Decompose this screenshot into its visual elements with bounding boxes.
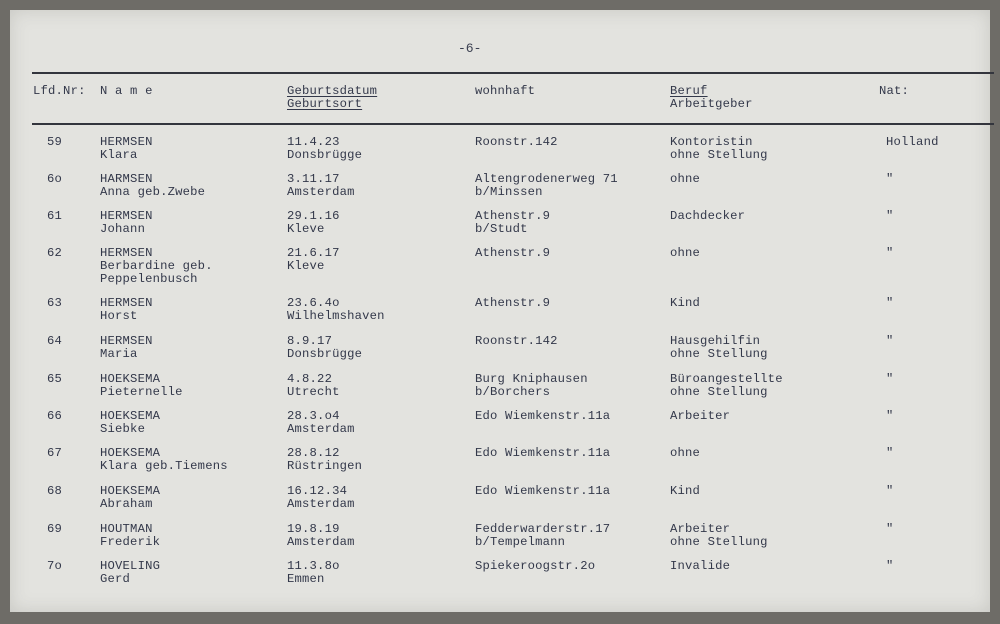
header-birth <box>287 85 377 111</box>
row-birth <box>287 560 340 586</box>
row-address <box>475 523 610 549</box>
nationality: " <box>886 334 894 348</box>
header-arbeitgeber: Arbeitgeber <box>670 97 753 111</box>
row-address <box>475 485 610 498</box>
given-name: Anna geb.Zwebe <box>100 185 206 199</box>
row-address <box>475 560 595 573</box>
birth-place: Kleve <box>287 222 325 236</box>
row-birth <box>287 136 362 162</box>
row-birth <box>287 297 385 323</box>
birth-place: Utrecht <box>287 385 340 399</box>
row-address <box>475 297 550 310</box>
row-number-value: 6o <box>47 172 63 186</box>
row-number-value: 67 <box>47 446 63 460</box>
occupation: Hausgehilfin <box>670 334 761 348</box>
address-line: Edo Wiemkenstr.11a <box>475 446 611 460</box>
address-line: Athenstr.9 <box>475 296 551 310</box>
address-line: Edo Wiemkenstr.11a <box>475 484 611 498</box>
given-name: Klara <box>100 148 138 162</box>
page-number: -6- <box>458 41 482 56</box>
row-number <box>47 485 62 498</box>
row-nationality <box>886 247 894 260</box>
occupation: Dachdecker <box>670 209 746 223</box>
header-top-rule <box>32 72 994 74</box>
row-number-value: 63 <box>47 296 63 310</box>
nationality: " <box>886 209 894 223</box>
occupation: ohne <box>670 246 701 260</box>
row-number-value: 65 <box>47 372 63 386</box>
header-beruf: Beruf <box>670 84 708 98</box>
row-occupation <box>670 560 730 573</box>
row-nationality <box>886 136 939 149</box>
surname: HARMSEN <box>100 172 153 186</box>
row-occupation <box>670 136 768 162</box>
row-occupation <box>670 410 730 423</box>
row-name <box>100 210 153 236</box>
surname: HERMSEN <box>100 334 153 348</box>
row-number <box>47 335 62 348</box>
row-name <box>100 373 183 399</box>
row-birth <box>287 373 340 399</box>
address-line: Athenstr.9 <box>475 209 551 223</box>
row-number <box>47 210 62 223</box>
surname: HOEKSEMA <box>100 409 161 423</box>
employer: ohne Stellung <box>670 385 768 399</box>
birth-place: Emmen <box>287 572 325 586</box>
row-address <box>475 410 610 423</box>
row-occupation <box>670 297 700 310</box>
header-geburtsdatum: Geburtsdatum <box>287 84 378 98</box>
row-number <box>47 447 62 460</box>
nationality: " <box>886 409 894 423</box>
birth-place: Rüstringen <box>287 459 363 473</box>
row-nationality <box>886 447 894 460</box>
occupation: Arbeiter <box>670 409 731 423</box>
surname: HERMSEN <box>100 296 153 310</box>
nationality: Holland <box>886 135 939 149</box>
address-line: Roonstr.142 <box>475 334 558 348</box>
birth-date: 29.1.16 <box>287 209 340 223</box>
row-birth <box>287 210 340 236</box>
birth-date: 19.8.19 <box>287 522 340 536</box>
header-wohnhaft: wohnhaft <box>475 84 536 98</box>
occupation: ohne <box>670 172 701 186</box>
row-number <box>47 247 62 260</box>
address-line: Fedderwarderstr.17 <box>475 522 611 536</box>
row-nationality <box>886 523 894 536</box>
given-name: Pieternelle <box>100 385 183 399</box>
birth-date: 4.8.22 <box>287 372 333 386</box>
nationality: " <box>886 559 894 573</box>
row-number <box>47 173 62 186</box>
birth-place: Donsbrügge <box>287 347 363 361</box>
row-name <box>100 485 160 511</box>
document-page <box>10 10 990 612</box>
surname: HOEKSEMA <box>100 372 161 386</box>
row-name <box>100 560 160 586</box>
row-occupation <box>670 373 783 399</box>
header-lfd-nr: Lfd.Nr: <box>33 84 86 98</box>
row-nationality <box>886 560 894 573</box>
birth-date: 11.3.8o <box>287 559 340 573</box>
surname: HOUTMAN <box>100 522 153 536</box>
birth-date: 3.11.17 <box>287 172 340 186</box>
row-occupation <box>670 247 700 260</box>
nationality: " <box>886 484 894 498</box>
address-care-of: b/Minssen <box>475 185 543 199</box>
row-name <box>100 335 153 361</box>
address-care-of: b/Studt <box>475 222 528 236</box>
given-name: Johann <box>100 222 146 236</box>
row-number-value: 66 <box>47 409 63 423</box>
birth-place: Donsbrügge <box>287 148 363 162</box>
row-nationality <box>886 297 894 310</box>
given-name: Horst <box>100 309 138 323</box>
surname: HERMSEN <box>100 135 153 149</box>
row-address <box>475 136 558 149</box>
occupation: Arbeiter <box>670 522 731 536</box>
row-nationality <box>886 173 894 186</box>
given-name: Siebke <box>100 422 146 436</box>
address-line: Spiekeroogstr.2o <box>475 559 596 573</box>
birth-place: Wilhelmshaven <box>287 309 385 323</box>
row-birth <box>287 335 362 361</box>
row-name <box>100 447 228 473</box>
row-number-value: 69 <box>47 522 63 536</box>
nationality: " <box>886 372 894 386</box>
birth-date: 23.6.4o <box>287 296 340 310</box>
address-line: Edo Wiemkenstr.11a <box>475 409 611 423</box>
row-address <box>475 373 588 399</box>
address-line: Altengrodenerweg 71 <box>475 172 618 186</box>
surname: HERMSEN <box>100 209 153 223</box>
row-address <box>475 173 618 199</box>
row-number-value: 61 <box>47 209 63 223</box>
row-address <box>475 210 550 236</box>
birth-place: Amsterdam <box>287 185 355 199</box>
nationality: " <box>886 446 894 460</box>
occupation: Kind <box>670 484 701 498</box>
row-number <box>47 560 62 573</box>
row-number-value: 7o <box>47 559 63 573</box>
given-name: Abraham <box>100 497 153 511</box>
nationality: " <box>886 172 894 186</box>
birth-place: Amsterdam <box>287 497 355 511</box>
employer: ohne Stellung <box>670 148 768 162</box>
employer: ohne Stellung <box>670 347 768 361</box>
row-nationality <box>886 410 894 423</box>
header-geburtsort: Geburtsort <box>287 97 363 111</box>
birth-date: 16.12.34 <box>287 484 348 498</box>
address-care-of: b/Borchers <box>475 385 551 399</box>
surname: HERMSEN <box>100 246 153 260</box>
birth-place: Amsterdam <box>287 535 355 549</box>
row-name <box>100 136 153 162</box>
address-line: Burg Kniphausen <box>475 372 588 386</box>
row-nationality <box>886 373 894 386</box>
occupation: Büroangestellte <box>670 372 783 386</box>
occupation: Invalide <box>670 559 731 573</box>
row-occupation <box>670 485 700 498</box>
given-name: Klara geb.Tiemens <box>100 459 228 473</box>
surname: HOEKSEMA <box>100 446 161 460</box>
given-name: Gerd <box>100 572 131 586</box>
occupation: ohne <box>670 446 701 460</box>
row-number <box>47 136 62 149</box>
row-occupation <box>670 447 700 460</box>
row-address <box>475 335 558 348</box>
row-occupation <box>670 523 768 549</box>
birth-date: 28.8.12 <box>287 446 340 460</box>
row-nationality <box>886 485 894 498</box>
birth-place: Kleve <box>287 259 325 273</box>
row-occupation <box>670 335 768 361</box>
row-number-value: 68 <box>47 484 63 498</box>
address-line: Roonstr.142 <box>475 135 558 149</box>
header-nat: Nat: <box>879 84 910 98</box>
row-name <box>100 247 213 286</box>
row-birth <box>287 410 355 436</box>
row-number <box>47 523 62 536</box>
birth-date: 21.6.17 <box>287 246 340 260</box>
employer: ohne Stellung <box>670 535 768 549</box>
row-name <box>100 523 160 549</box>
given-name: Frederik <box>100 535 161 549</box>
birth-date: 8.9.17 <box>287 334 333 348</box>
given-name: Berbardine geb. <box>100 259 213 273</box>
nationality: " <box>886 246 894 260</box>
row-nationality <box>886 335 894 348</box>
header-name: N a m e <box>100 84 153 98</box>
address-line: Athenstr.9 <box>475 246 551 260</box>
row-number <box>47 410 62 423</box>
given-name-continued: Peppelenbusch <box>100 272 198 286</box>
occupation: Kind <box>670 296 701 310</box>
row-number-value: 59 <box>47 135 63 149</box>
row-birth <box>287 247 340 273</box>
row-birth <box>287 173 355 199</box>
given-name: Maria <box>100 347 138 361</box>
row-name <box>100 173 205 199</box>
row-nationality <box>886 210 894 223</box>
row-occupation <box>670 210 745 223</box>
birth-place: Amsterdam <box>287 422 355 436</box>
surname: HOEKSEMA <box>100 484 161 498</box>
row-number-value: 64 <box>47 334 63 348</box>
row-number-value: 62 <box>47 246 63 260</box>
row-number <box>47 373 62 386</box>
row-birth <box>287 447 362 473</box>
address-care-of: b/Tempelmann <box>475 535 566 549</box>
row-birth <box>287 485 355 511</box>
row-occupation <box>670 173 700 186</box>
surname: HOVELING <box>100 559 161 573</box>
header-bottom-rule <box>32 123 994 125</box>
row-address <box>475 247 550 260</box>
header-occupation <box>670 85 753 111</box>
nationality: " <box>886 296 894 310</box>
occupation: Kontoristin <box>670 135 753 149</box>
row-address <box>475 447 610 460</box>
birth-date: 11.4.23 <box>287 135 340 149</box>
row-name <box>100 410 160 436</box>
row-birth <box>287 523 355 549</box>
birth-date: 28.3.o4 <box>287 409 340 423</box>
nationality: " <box>886 522 894 536</box>
row-name <box>100 297 153 323</box>
row-number <box>47 297 62 310</box>
